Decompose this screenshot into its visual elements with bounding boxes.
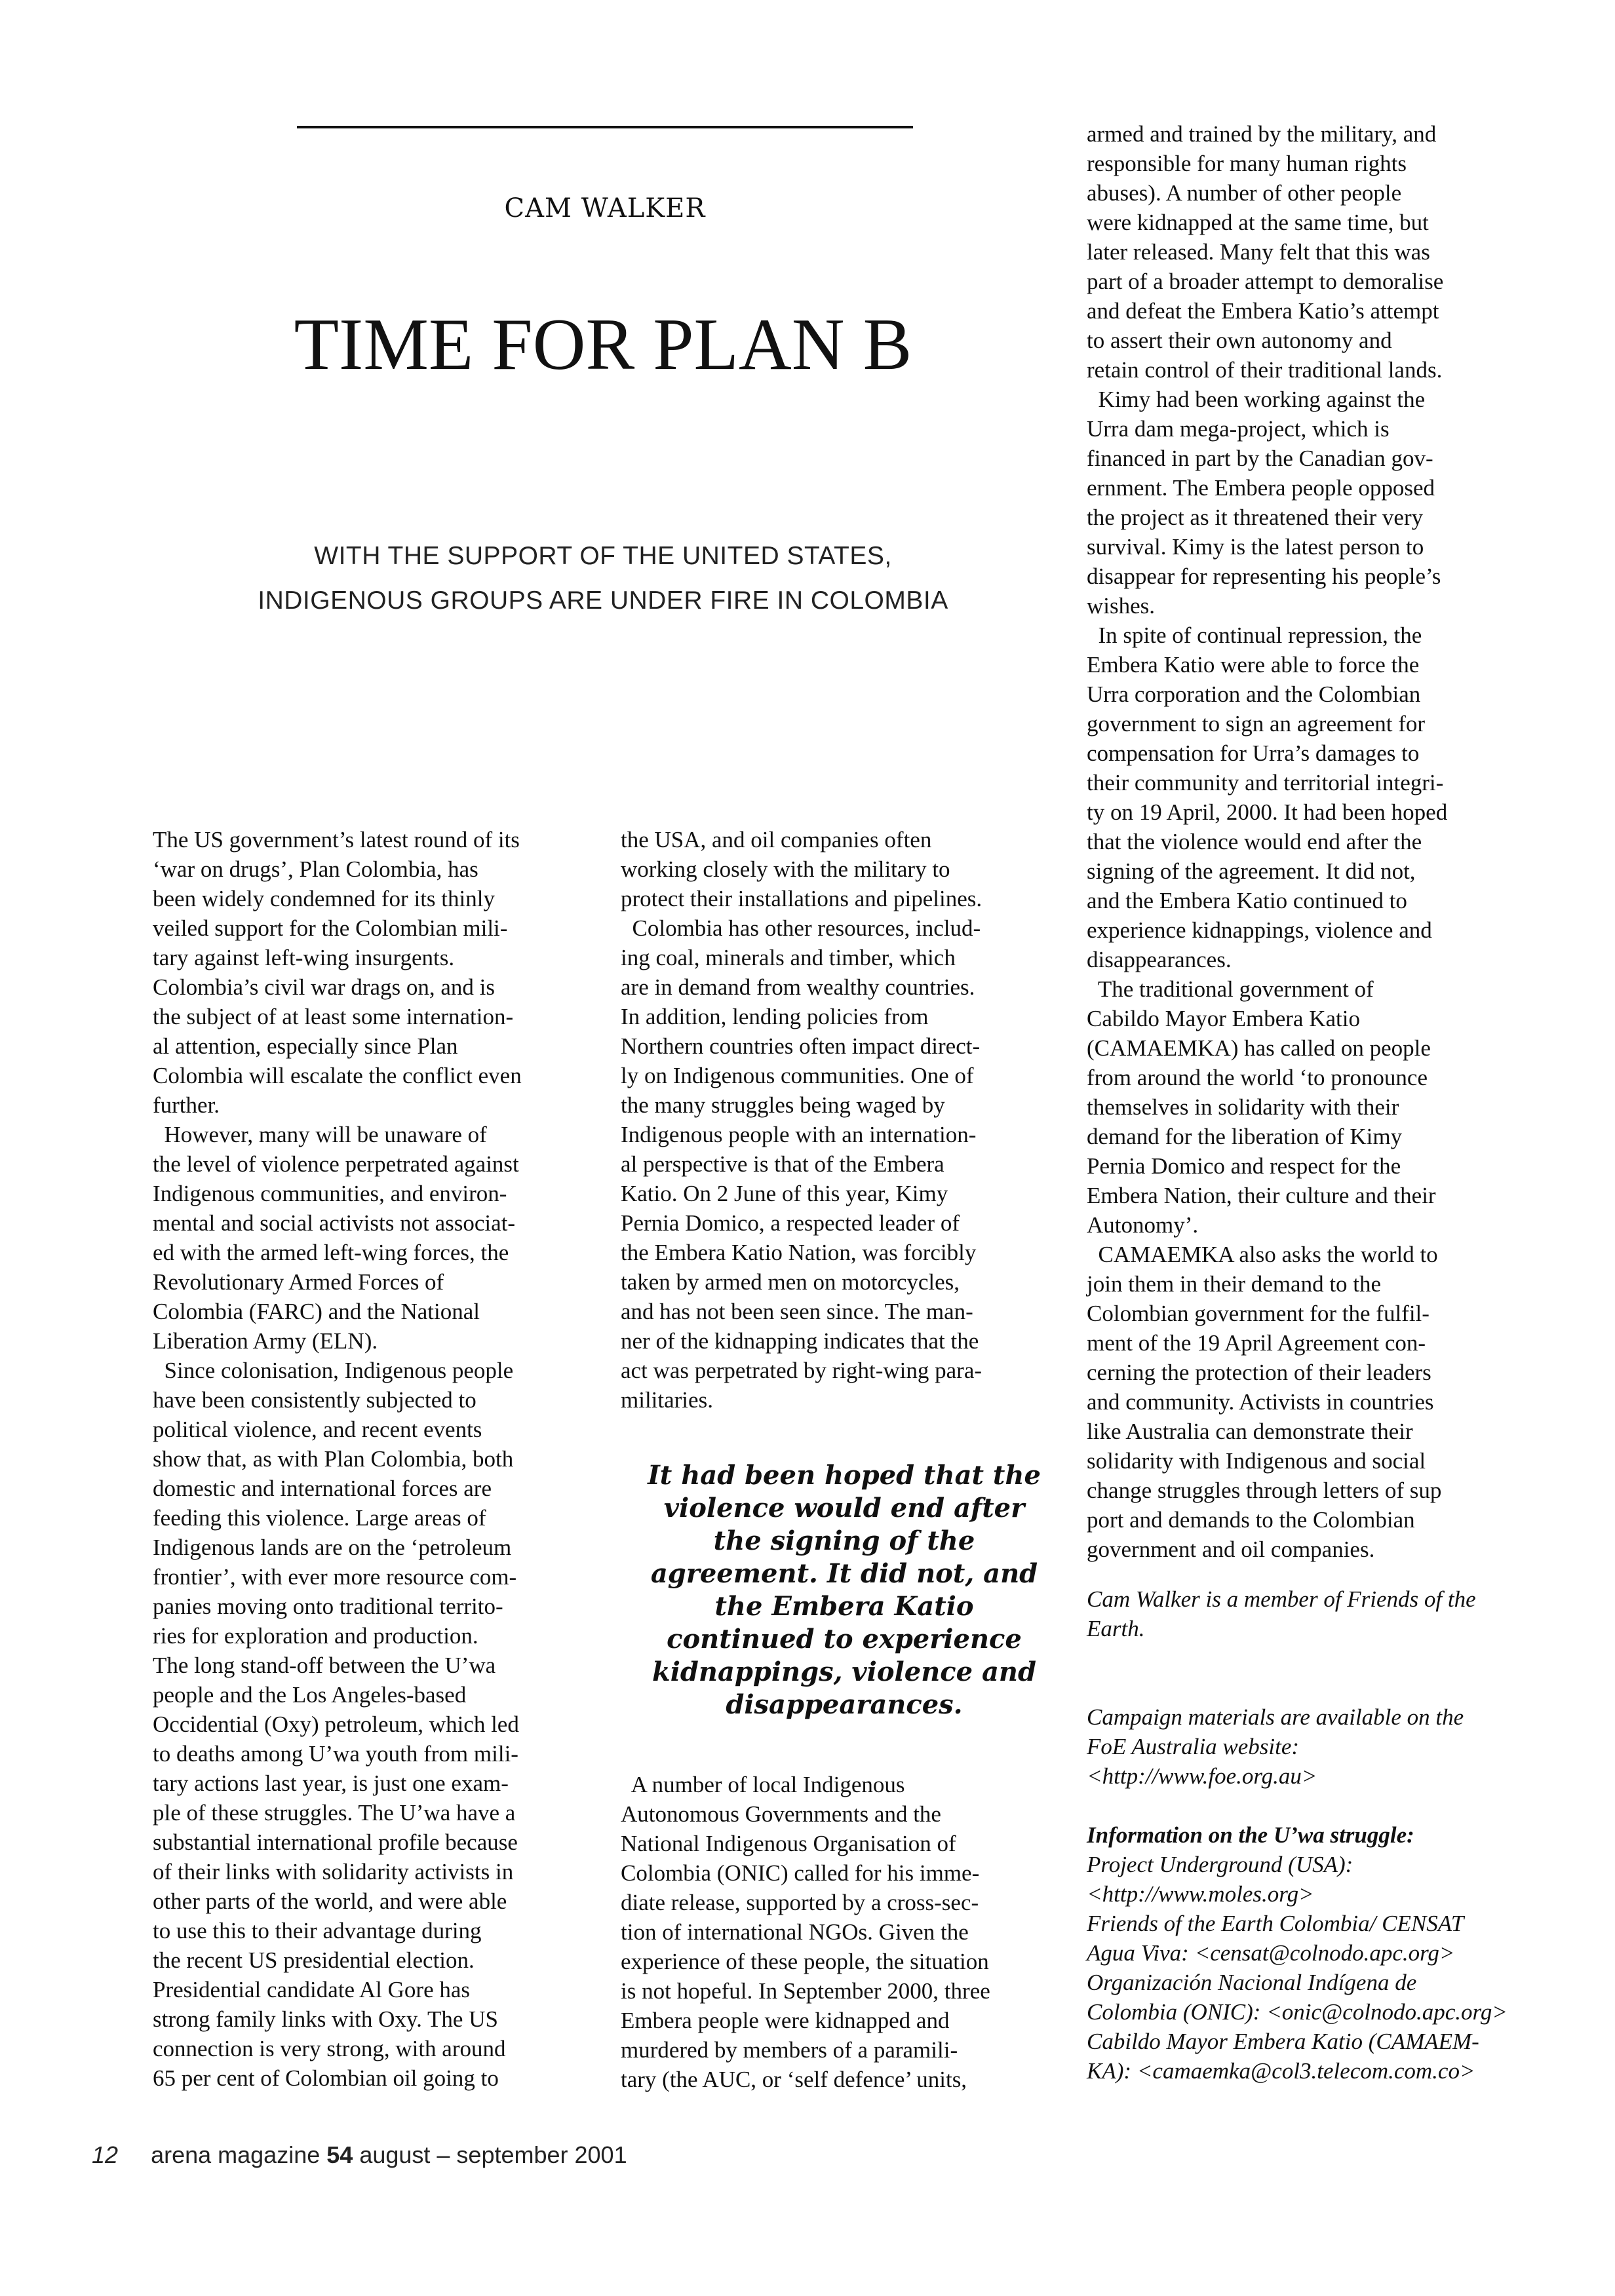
campaign-materials-note	[1087, 1702, 1546, 1791]
text-line: Colombia’s civil war drags on, and is	[153, 974, 496, 1000]
text-line: Cam Walker is a member of Friends of the	[1087, 1586, 1476, 1612]
text-line: Agua Viva: <censat@colnodo.apc.org>	[1087, 1940, 1455, 1966]
text-line: Katio. On 2 June of this year, Kimy	[621, 1181, 948, 1206]
text-line: to use this to their advantage during	[153, 1918, 482, 1943]
article-column-1	[153, 825, 598, 2093]
uwa-information-note	[1087, 1820, 1546, 2086]
text-line: demand for the liberation of Kimy	[1087, 1124, 1403, 1149]
text-line: Friends of the Earth Colombia/ CENSAT	[1087, 1911, 1464, 1936]
magazine-name: arena magazine	[151, 2141, 321, 2168]
text-line: like Australia can demonstrate their	[1087, 1419, 1413, 1444]
text-line: Colombia (FARC) and the National	[153, 1299, 480, 1324]
text-line: Colombian government for the fulfil-	[1087, 1301, 1430, 1326]
text-line: the subject of at least some internation-	[153, 1004, 514, 1029]
text-line: mental and social activists not associat-	[153, 1210, 516, 1236]
text-line: disappearances.	[726, 1689, 963, 1720]
text-line: Liberation Army (ELN).	[153, 1328, 378, 1354]
issue-number: 54	[326, 2141, 353, 2168]
text-line: Cabildo Mayor Embera Katio	[1087, 1006, 1360, 1031]
text-line: Since colonisation, Indigenous people	[153, 1358, 514, 1383]
text-line: Colombia (ONIC) called for his imme-	[621, 1860, 980, 1886]
text-line: frontier’, with ever more resource com-	[153, 1564, 517, 1590]
text-line: the Embera Katio	[714, 1591, 974, 1622]
author-bio	[1087, 1584, 1546, 1643]
text-line: solidarity with Indigenous and social	[1087, 1448, 1426, 1474]
text-line: been widely condemned for its thinly	[153, 886, 495, 911]
text-line: the recent US presidential election.	[153, 1947, 475, 1973]
text-line: veiled support for the Colombian mili-	[153, 915, 508, 941]
text-line: experience of these people, the situation	[621, 1949, 989, 1974]
text-line: and the Embera Katio continued to	[1087, 888, 1407, 913]
text-line: Project Underground (USA):	[1087, 1852, 1353, 1877]
text-line: connection is very strong, with around	[153, 2036, 506, 2061]
text-line: A number of local Indigenous	[621, 1772, 905, 1797]
text-line: experience kidnappings, violence and	[1087, 917, 1432, 943]
text-line: other parts of the world, and were able	[153, 1888, 507, 1914]
text-line: to assert their own autonomy and	[1087, 328, 1392, 353]
text-line: KA): <camaemka@col3.telecom.com.co>	[1087, 2058, 1475, 2084]
text-line: protect their installations and pipelines.	[621, 886, 983, 911]
subtitle-line: WITH THE SUPPORT OF THE UNITED STATES,	[314, 542, 892, 570]
text-line: tary actions last year, is just one exam-	[153, 1770, 509, 1796]
text-line: Indigenous communities, and environ-	[153, 1181, 507, 1206]
text-line: ing coal, minerals and timber, which	[621, 945, 956, 970]
article-column-2-continued	[621, 1770, 1066, 2094]
text-line: is not hopeful. In September 2000, three	[621, 1978, 990, 2004]
text-line: were kidnapped at the same time, but	[1087, 210, 1429, 235]
text-line: Colombia has other resources, includ-	[621, 915, 981, 941]
text-line: Urra dam mega-project, which is	[1087, 416, 1390, 442]
text-line: and has not been seen since. The man-	[621, 1299, 973, 1324]
text-line: kidnappings, violence and	[652, 1656, 1036, 1687]
text-line: Pernia Domico and respect for the	[1087, 1153, 1401, 1179]
text-line: the signing of the	[713, 1525, 975, 1556]
text-line: cerning the protection of their leaders	[1087, 1360, 1431, 1385]
text-line: murdered by members of a paramili-	[621, 2037, 958, 2063]
text-line: tary against left-wing insurgents.	[153, 945, 455, 970]
text-line: However, many will be unaware of	[153, 1122, 487, 1147]
text-line: <http://www.moles.org>	[1087, 1881, 1314, 1907]
text-line: financed in part by the Canadian gov-	[1087, 446, 1433, 471]
text-line: disappearances.	[1087, 947, 1232, 972]
text-line: responsible for many human rights	[1087, 151, 1407, 176]
text-line: ries for exploration and production.	[153, 1623, 478, 1649]
text-line: and defeat the Embera Katio’s attempt	[1087, 298, 1439, 324]
text-line: panies moving onto traditional territo-	[153, 1594, 503, 1619]
text-line: ed with the armed left-wing forces, the	[153, 1240, 509, 1265]
top-rule	[297, 126, 913, 128]
text-line: change struggles through letters of sup	[1087, 1478, 1442, 1503]
text-line: government to sign an agreement for	[1087, 711, 1426, 737]
text-line: ner of the kidnapping indicates that the	[621, 1328, 979, 1354]
text-line: retain control of their traditional lands.	[1087, 357, 1443, 383]
text-line: tion of international NGOs. Given the	[621, 1919, 969, 1945]
text-line: CAMAEMKA also asks the world to	[1087, 1242, 1438, 1267]
text-line: The US government’s latest round of its	[153, 827, 520, 852]
text-line: Colombia (ONIC): <onic@colnodo.apc.org>	[1087, 1999, 1508, 2025]
text-line: from around the world ‘to pronounce	[1087, 1065, 1428, 1090]
text-line: government and oil companies.	[1087, 1537, 1375, 1562]
text-line: disappear for representing his people’s	[1087, 564, 1441, 589]
text-line: Earth.	[1087, 1616, 1145, 1641]
text-line: act was perpetrated by right-wing para-	[621, 1358, 983, 1383]
text-line: that the violence would end after the	[1087, 829, 1422, 854]
text-line: Embera Nation, their culture and their	[1087, 1183, 1436, 1208]
text-line: the USA, and oil companies often	[621, 827, 932, 852]
text-line: domestic and international forces are	[153, 1476, 492, 1501]
text-line: The long stand-off between the U’wa	[153, 1653, 496, 1678]
text-line: National Indigenous Organisation of	[621, 1831, 956, 1856]
text-line: (CAMAEMKA) has called on people	[1087, 1035, 1431, 1061]
text-line: violence would end after	[663, 1493, 1025, 1523]
text-line: Organización Nacional Indígena de	[1087, 1970, 1417, 1995]
text-line: wishes.	[1087, 593, 1156, 619]
page-number: 12	[92, 2141, 119, 2168]
article-column-3	[1087, 119, 1532, 1564]
text-line: Pernia Domico, a respected leader of	[621, 1210, 960, 1236]
text-line: working closely with the military to	[621, 856, 950, 882]
info-heading: Information on the U’wa struggle:	[1087, 1822, 1414, 1848]
author-byline: CAM WALKER	[504, 193, 706, 223]
text-line: Indigenous people with an internation-	[621, 1122, 977, 1147]
text-line: Kimy had been working against the	[1087, 387, 1426, 412]
text-line: ly on Indigenous communities. One of	[621, 1063, 974, 1088]
text-line: diate release, supported by a cross-sec-	[621, 1890, 979, 1915]
text-line: the project as it threatened their very	[1087, 505, 1424, 530]
text-line: Embera Katio were able to force the	[1087, 652, 1420, 678]
text-line: al perspective is that of the Embera	[621, 1151, 944, 1177]
text-line: ple of these struggles. The U’wa have a	[153, 1800, 516, 1826]
text-line: Northern countries often impact direct-	[621, 1033, 981, 1059]
text-line: tary (the AUC, or ‘self defence’ units,	[621, 2067, 967, 2092]
text-line: militaries.	[621, 1387, 713, 1413]
text-line: people and the Los Angeles-based	[153, 1682, 467, 1708]
text-line: In spite of continual repression, the	[1087, 622, 1422, 648]
text-line: have been consistently subjected to	[153, 1387, 477, 1413]
text-line: Campaign materials are available on the	[1087, 1704, 1464, 1730]
text-line: join them in their demand to the	[1087, 1271, 1382, 1297]
text-line: Revolutionary Armed Forces of	[153, 1269, 444, 1295]
text-line: the Embera Katio Nation, was forcibly	[621, 1240, 977, 1265]
text-line: Occidential (Oxy) petroleum, which led	[153, 1712, 519, 1737]
issue-date: august – september 2001	[359, 2141, 627, 2168]
text-line: ‘war on drugs’, Plan Colombia, has	[153, 856, 478, 882]
text-line: Colombia will escalate the conflict even	[153, 1063, 522, 1088]
text-line: ty on 19 April, 2000. It had been hoped	[1087, 799, 1448, 825]
text-line: ment of the 19 April Agreement con-	[1087, 1330, 1426, 1356]
text-line: the level of violence perpetrated against	[153, 1151, 519, 1177]
text-line: Urra corporation and the Colombian	[1087, 681, 1421, 707]
text-line: In addition, lending policies from	[621, 1004, 929, 1029]
text-line: to deaths among U’wa youth from mili-	[153, 1741, 518, 1767]
article-column-2	[621, 825, 1066, 1415]
article-subtitle	[151, 534, 1055, 623]
text-line: taken by armed men on motorcycles,	[621, 1269, 960, 1295]
text-line: armed and trained by the military, and	[1087, 121, 1437, 147]
text-line: compensation for Urra’s damages to	[1087, 740, 1420, 766]
text-line: themselves in solidarity with their	[1087, 1094, 1399, 1120]
text-line: al attention, especially since Plan	[153, 1033, 458, 1059]
text-line: Autonomy’.	[1087, 1212, 1199, 1238]
text-line: strong family links with Oxy. The US	[153, 2006, 498, 2032]
text-line: substantial international profile because	[153, 1829, 518, 1855]
text-line: part of a broader attempt to demoralise	[1087, 269, 1444, 294]
text-line: 65 per cent of Colombian oil going to	[153, 2065, 499, 2091]
text-line: The traditional government of	[1087, 976, 1374, 1002]
text-line: the many struggles being waged by	[621, 1092, 945, 1118]
text-line: Indigenous lands are on the ‘petroleum	[153, 1535, 512, 1560]
text-line: and community. Activists in countries	[1087, 1389, 1434, 1415]
text-line: abuses). A number of other people	[1087, 180, 1402, 206]
text-line: signing of the agreement. It did not,	[1087, 858, 1416, 884]
text-line: continued to experience	[667, 1624, 1022, 1655]
text-line: political violence, and recent events	[153, 1417, 482, 1442]
text-line: further.	[153, 1092, 220, 1118]
text-line: their community and territorial integri-	[1087, 770, 1444, 795]
text-line: show that, as with Plan Colombia, both	[153, 1446, 514, 1472]
text-line: Presidential candidate Al Gore has	[153, 1977, 471, 2002]
text-line: Cabildo Mayor Embera Katio (CAMAEM-	[1087, 2029, 1479, 2054]
text-line: It had been hoped that the	[648, 1460, 1041, 1491]
text-line: later released. Many felt that this was	[1087, 239, 1430, 265]
text-line: are in demand from wealthy countries.	[621, 974, 975, 1000]
text-line: <http://www.foe.org.au>	[1087, 1763, 1317, 1789]
text-line: agreement. It did not, and	[650, 1558, 1038, 1589]
pull-quote	[621, 1459, 1067, 1721]
text-line: Autonomous Governments and the	[621, 1801, 941, 1827]
text-line: of their links with solidarity activists in	[153, 1859, 514, 1885]
text-line: Embera people were kidnapped and	[621, 2008, 950, 2033]
text-line: survival. Kimy is the latest person to	[1087, 534, 1424, 560]
text-line: port and demands to the Colombian	[1087, 1507, 1415, 1533]
subtitle-line: INDIGENOUS GROUPS ARE UNDER FIRE IN COLOMBIA	[258, 586, 948, 615]
text-line: ernment. The Embera people opposed	[1087, 475, 1435, 501]
page-footer	[92, 2141, 627, 2169]
text-line: FoE Australia website:	[1087, 1734, 1300, 1759]
article-title: TIME FOR PLAN B	[294, 304, 912, 385]
info-lines	[1087, 1850, 1546, 2086]
text-line: feeding this violence. Large areas of	[153, 1505, 486, 1531]
